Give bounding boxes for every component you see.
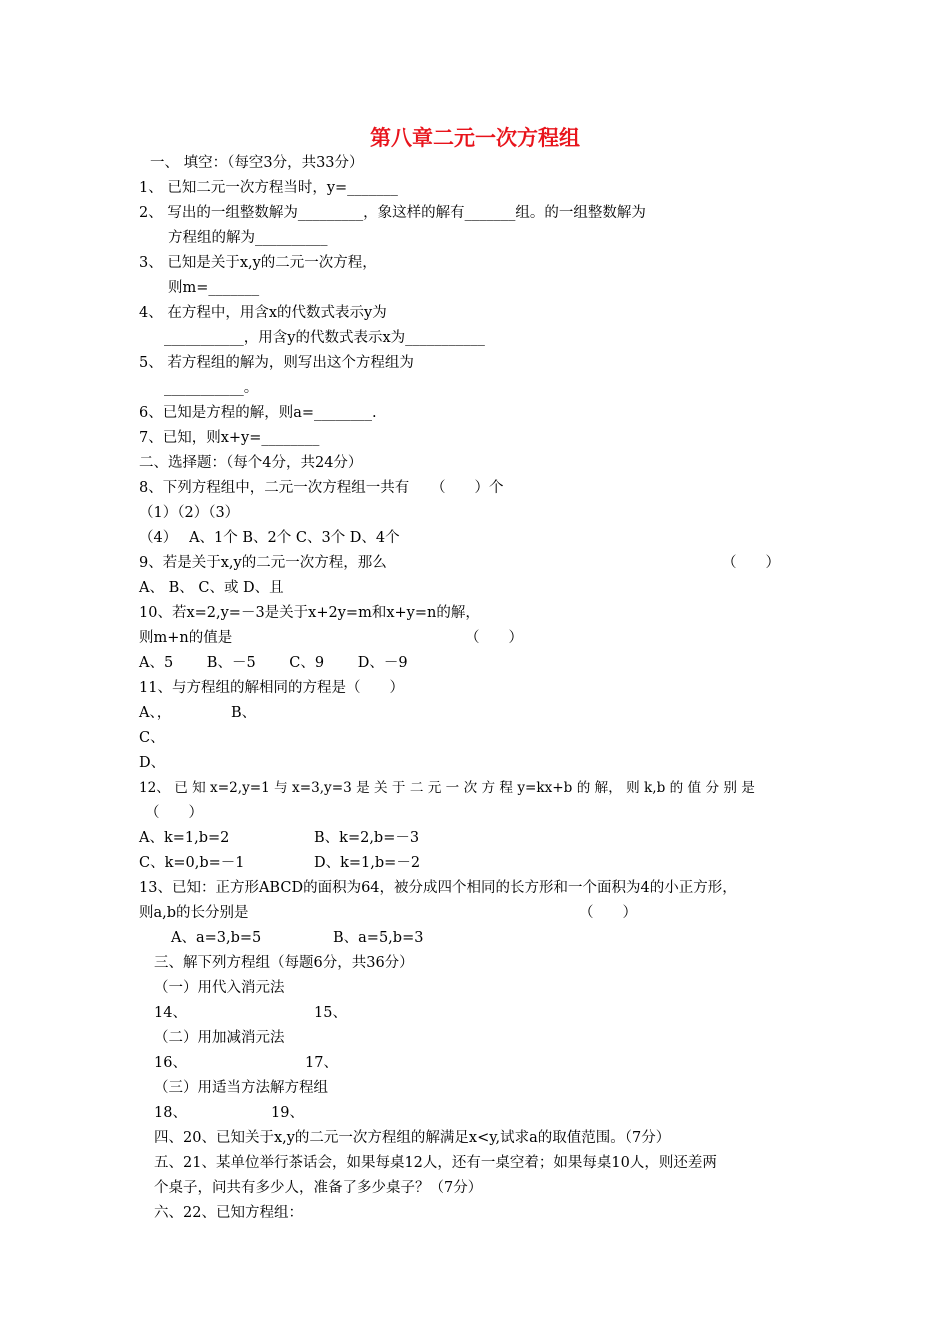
section-3-heading: 三、解下列方程组（每题6分，共36分） bbox=[154, 955, 414, 971]
question-9-answer-box: （ ） bbox=[722, 555, 780, 571]
question-16: 16、 bbox=[154, 1055, 187, 1071]
question-11-option-a: A、， bbox=[139, 705, 172, 721]
question-10-answer-box: （ ） bbox=[465, 630, 523, 646]
question-14: 14、 bbox=[154, 1005, 187, 1021]
question-6: 6、已知是方程的解，则a=________. bbox=[139, 405, 377, 421]
question-13-answer-box: （ ） bbox=[579, 905, 637, 921]
question-13-option-a: A、a=3,b=5 bbox=[171, 930, 262, 946]
question-11-option-b: B、 bbox=[231, 705, 257, 721]
question-4: 4、 在方程中，用含x的代数式表示y为 bbox=[139, 305, 387, 321]
question-12-option-d: D、k=1,b=－2 bbox=[314, 855, 421, 871]
question-11-option-d: D、 bbox=[139, 755, 166, 771]
question-13-option-b: B、a=5,b=3 bbox=[333, 930, 424, 946]
question-22: 六、22、已知方程组： bbox=[154, 1205, 303, 1221]
question-10-cont: 则m+n的值是 bbox=[139, 630, 233, 646]
question-7: 7、已知，则x+y=________ bbox=[139, 430, 320, 446]
question-9: 9、若是关于x,y的二元一次方程，那么 bbox=[139, 555, 387, 571]
question-2-cont: 方程组的解为__________ bbox=[168, 230, 328, 246]
question-11-option-c: C、 bbox=[139, 730, 165, 746]
question-9-options: A、 B、 C、或 D、且 bbox=[139, 580, 284, 596]
question-12: 12、 已 知 x=2,y=1 与 x=3,y=3 是 关 于 二 元 一 次 方 程 y=kx+b 的 解， 则 k,b 的 值 分 别 是 bbox=[139, 780, 755, 796]
question-3: 3、 已知是关于x,y的二元一次方程， bbox=[139, 255, 377, 271]
question-5-cont: ___________。 bbox=[164, 380, 259, 396]
section-1-heading: 一、 填空：（每空3分，共33分） bbox=[150, 155, 364, 171]
question-10: 10、若x=2,y=－3是关于x+2y=m和x+y=n的解， bbox=[139, 605, 480, 621]
question-13-cont: 则a,b的长分别是 bbox=[139, 905, 249, 921]
question-4-cont: ___________，用含y的代数式表示x为___________ bbox=[164, 330, 485, 346]
question-20: 四、20、已知关于x,y的二元一次方程组的解满足x<y,试求a的取值范围。（7分） bbox=[154, 1130, 671, 1146]
question-1: 1、 已知二元一次方程当时，y=_______ bbox=[139, 180, 398, 196]
question-12-option-b: B、k=2,b=－3 bbox=[314, 830, 420, 846]
question-17: 17、 bbox=[305, 1055, 338, 1071]
question-8-options: （4） A、1个 B、2个 C、3个 D、4个 bbox=[139, 530, 400, 546]
question-11: 11、与方程组的解相同的方程是（ ） bbox=[139, 680, 404, 696]
question-21: 五、21、某单位举行茶话会，如果每桌12人，还有一桌空着；如果每桌10人，则还差两 bbox=[154, 1155, 717, 1171]
question-18: 18、 bbox=[154, 1105, 187, 1121]
question-15: 15、 bbox=[314, 1005, 347, 1021]
question-8: 8、下列方程组中，二元一次方程组一共有 （ ）个 bbox=[139, 480, 504, 496]
question-5: 5、 若方程组的解为，则写出这个方程组为 bbox=[139, 355, 414, 371]
question-10-options: A、5 B、－5 C、9 D、－9 bbox=[139, 655, 408, 671]
question-8-items: （1）（2）（3） bbox=[139, 505, 240, 521]
subsection-appropriate-method: （三）用适当方法解方程组 bbox=[154, 1080, 328, 1096]
question-12-option-a: A、k=1,b=2 bbox=[139, 830, 230, 846]
question-13: 13、已知：正方形ABCD的面积为64，被分成四个相同的长方形和一个面积为4的小正方形， bbox=[139, 880, 737, 896]
question-19: 19、 bbox=[271, 1105, 304, 1121]
question-12-option-c: C、k=0,b=－1 bbox=[139, 855, 245, 871]
question-2: 2、 写出的一组整数解为_________，象这样的解有_______组。的一组整数解为 bbox=[139, 205, 646, 221]
subsection-substitution: （一）用代入消元法 bbox=[154, 980, 285, 996]
section-2-heading: 二、选择题：（每个4分，共24分） bbox=[139, 455, 363, 471]
question-3-cont: 则m=_______ bbox=[168, 280, 260, 296]
page-title: 第八章二元一次方程组 bbox=[370, 126, 580, 150]
question-12-answer-box: （ ） bbox=[145, 805, 203, 821]
question-21-cont: 个桌子，问共有多少人，准备了多少桌子？（7分） bbox=[154, 1180, 483, 1196]
subsection-elimination: （二）用加减消元法 bbox=[154, 1030, 285, 1046]
